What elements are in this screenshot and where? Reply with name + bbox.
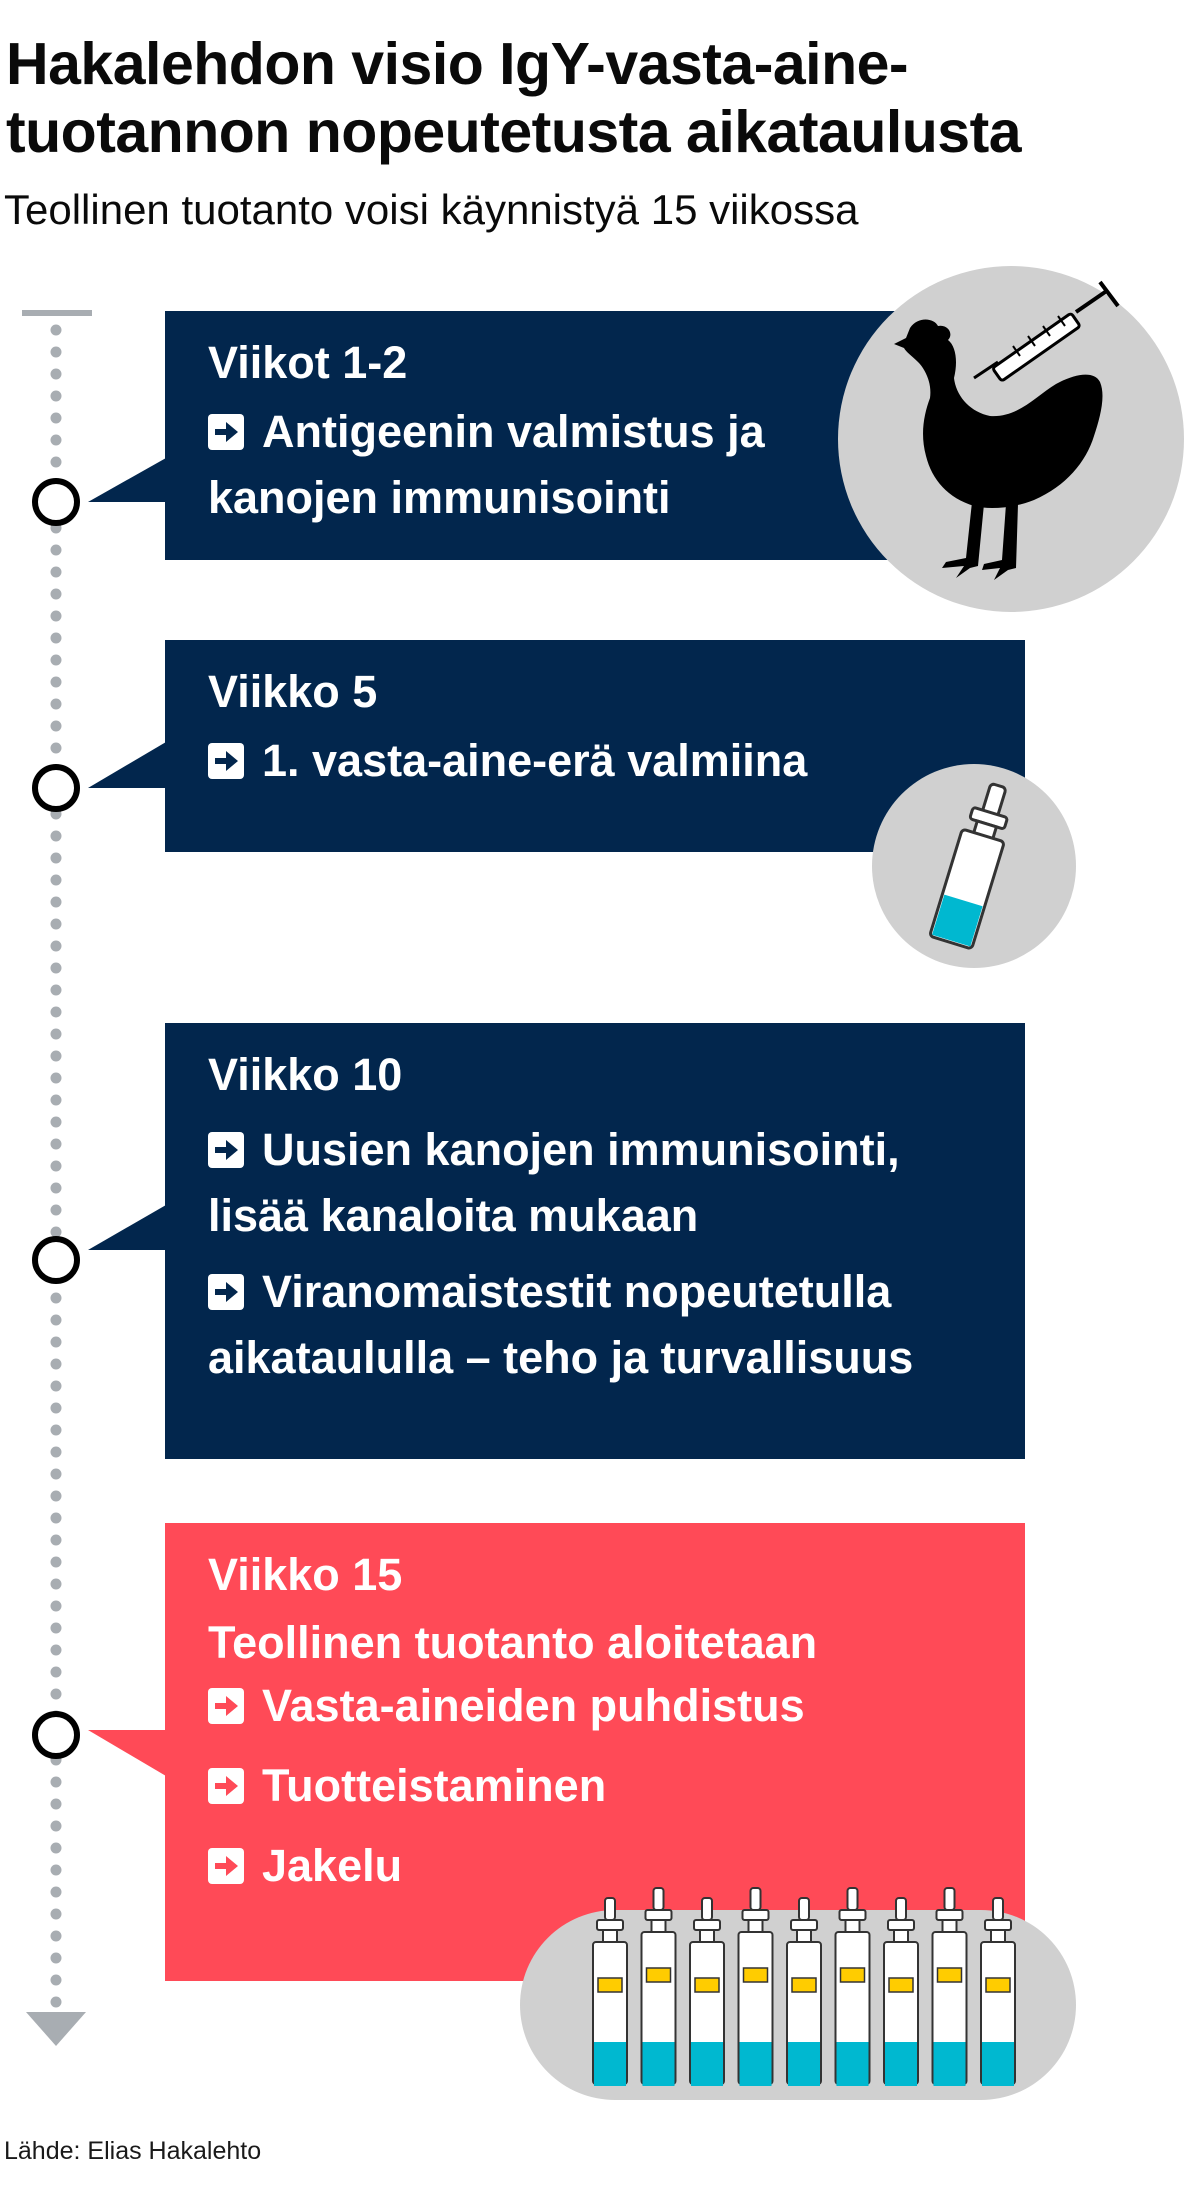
step-item-text: Viranomaistestit nopeutetulla aikataululla – teho ja turvallisuus: [208, 1266, 914, 1383]
step-week-label: Viikko 5: [208, 666, 378, 717]
hen-syringe-icon: [838, 266, 1184, 612]
spray-bottle-icon: [933, 1888, 967, 2086]
spray-bottle-icon: [981, 1898, 1015, 2086]
spray-bottle-icon: [787, 1898, 821, 2086]
arrow-right-icon: [208, 414, 244, 450]
step-item: [208, 1673, 1008, 1739]
title-line-1: Hakalehdon visio IgY-vasta-aine-: [6, 31, 909, 97]
step-week-label: Viikot 1-2: [208, 337, 408, 388]
spray-bottle-icon: [836, 1888, 870, 2086]
title-line-2: tuotannon nopeutetusta aikataulusta: [6, 99, 1022, 165]
callout-tails: [0, 0, 170, 2192]
arrow-right-icon: [208, 1132, 244, 1168]
arrow-right-icon: [208, 1768, 244, 1804]
step-week-label: Viikko 15: [208, 1549, 403, 1600]
step-item: [208, 399, 848, 531]
step-subtitle: Teollinen tuotanto aloitetaan: [208, 1617, 818, 1668]
callout-tail-2: [88, 742, 166, 788]
step-item-text: Antigeenin valmistus ja kanojen immunisointi: [208, 406, 765, 523]
step-item-text: Uusien kanojen immunisointi, lisää kanaloita mukaan: [208, 1124, 900, 1241]
step-week-label: Viikko 10: [208, 1049, 403, 1100]
callout-tail-4: [88, 1730, 166, 1776]
callout-tail-3: [88, 1205, 166, 1250]
arrow-right-icon: [208, 743, 244, 779]
nasal-spray-bottle-icon: [872, 764, 1076, 968]
spray-bottles-row-icon: [520, 1880, 1080, 2104]
step-item: [208, 1117, 1008, 1249]
page-title: [6, 30, 1186, 166]
step-item-text: Tuotteistaminen: [262, 1760, 607, 1811]
spray-bottle-icon: [642, 1888, 676, 2086]
arrow-right-icon: [208, 1848, 244, 1884]
spray-bottle-icon: [739, 1888, 773, 2086]
arrow-right-icon: [208, 1688, 244, 1724]
step-item-text: Vasta-aineiden puhdistus: [262, 1680, 805, 1731]
step-card-3: [165, 1023, 1025, 1459]
source-note: Lähde: Elias Hakalehto: [4, 2137, 262, 2165]
callout-tail-1: [88, 458, 166, 502]
step-item: [208, 1259, 1008, 1391]
spray-bottle-icon: [690, 1898, 724, 2086]
spray-bottle-icon: [593, 1898, 627, 2086]
arrow-right-icon: [208, 1274, 244, 1310]
spray-bottle-icon: [884, 1898, 918, 2086]
step-item: [208, 1753, 1008, 1819]
page-subtitle: Teollinen tuotanto voisi käynnistyä 15 viikossa: [4, 186, 859, 233]
step-item-text: 1. vasta-aine-erä valmiina: [262, 735, 808, 786]
step-item-text: Jakelu: [262, 1840, 403, 1891]
